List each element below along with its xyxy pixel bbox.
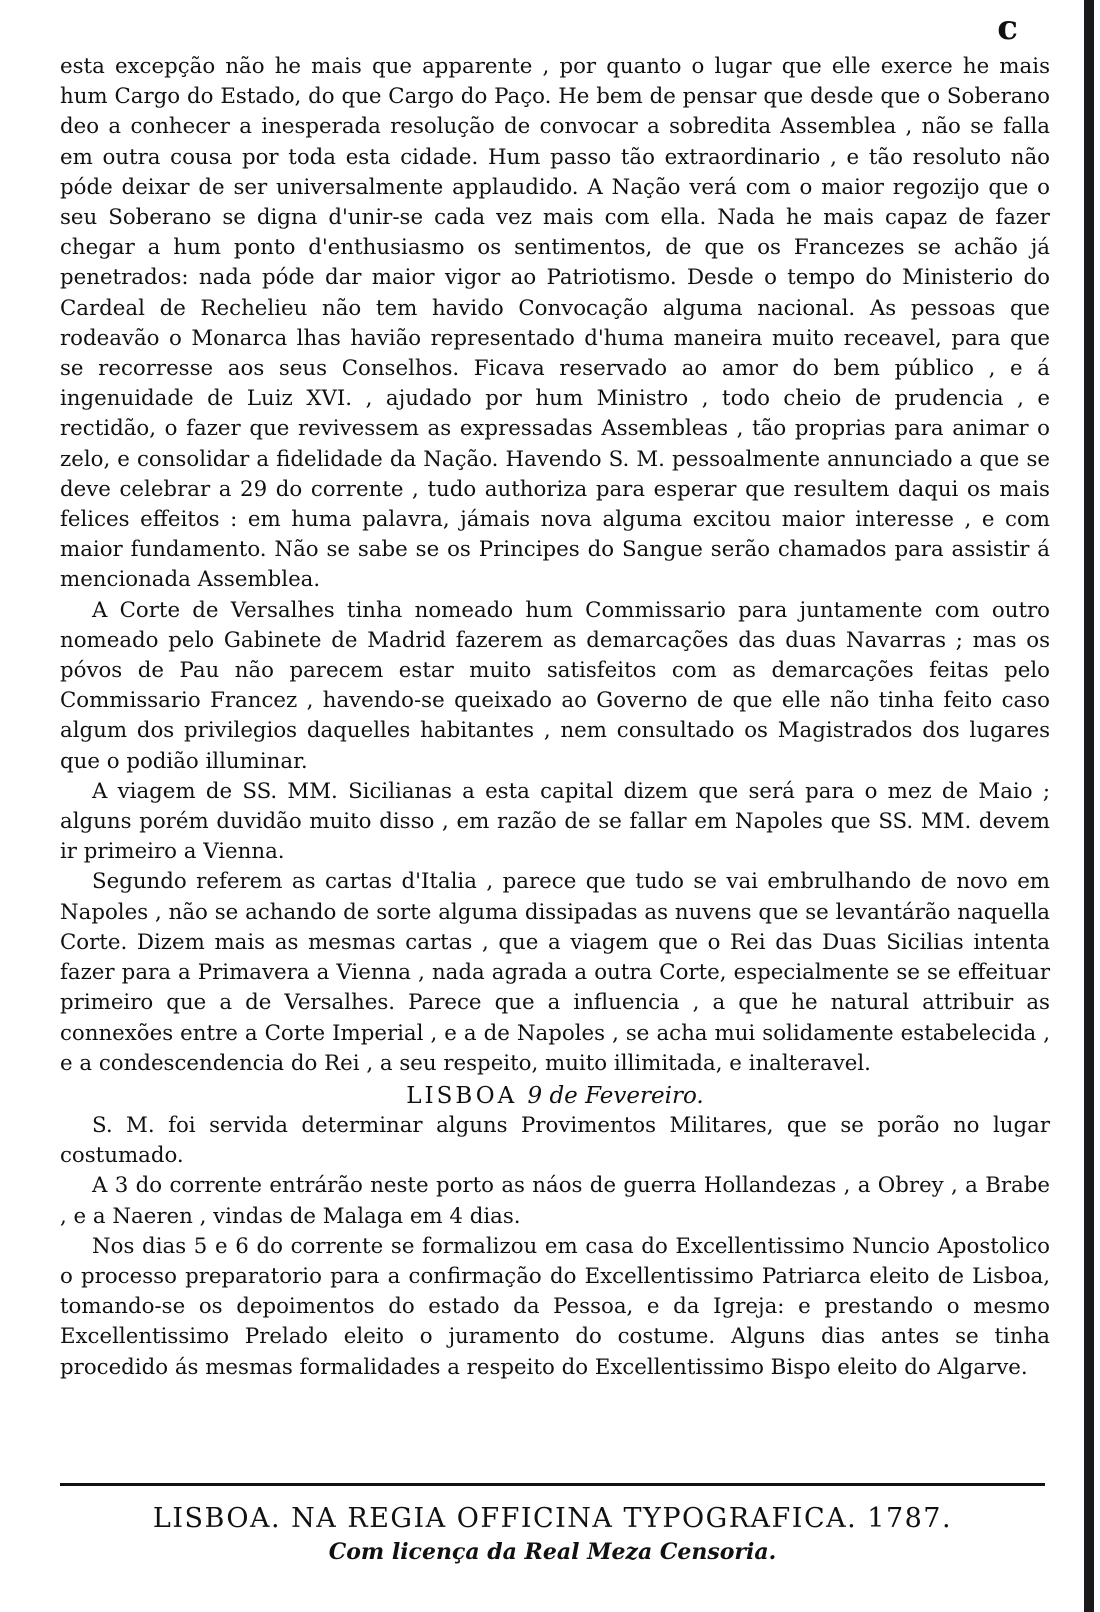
- dateline-date: 9 de Fevereiro.: [527, 1082, 704, 1109]
- page-edge-border: [1084, 0, 1094, 1612]
- paragraph-navarra-demarcation: A Corte de Versalhes tinha nomeado hum Commissario para juntamente com outro nomeado pelo Gabinete de Madrid fazerem as demarcações das duas Navarras ; mas os póvos de Pau não parecem estar muito satisfeitos com as demarcações feitas pelo Commissario Francez , havendo-se queixado ao Governo de que elle não tinha feito caso algum dos privilegios daquelles habitantes , nem consultado os Magistrados dos lugares que o podião illuminar.: [60, 597, 1050, 774]
- imprint-license: Com licença da Real Meza Censoria.: [328, 1539, 777, 1565]
- paragraph-military-appointments: S. M. foi servida determinar alguns Provimentos Militares, que se porão no lugar costumado.: [60, 1112, 1050, 1169]
- paragraph-patriarch-confirmation: Nos dias 5 e 6 do corrente se formalizou em casa do Excellentissimo Nuncio Apostolico o processo preparatorio para a confirmação do Excellentissimo Patriarca eleito de Lisboa, tomando-se os depoimentos do estado da Pessoa, e da Igreja: e prestando o mesmo Excellentissimo Prelado eleito o juramento do costume. Alguns dias antes se tinha procedido ás mesmas formalidades a respeito do Excellentissimo Bispo eleito do Algarve.: [60, 1233, 1050, 1380]
- footer-rule: [60, 1483, 1045, 1486]
- page-mark: c: [997, 8, 1020, 48]
- imprint: [60, 1502, 1045, 1568]
- text-column: [60, 52, 1050, 1383]
- gazette-page: [60, 8, 1060, 1590]
- paragraph-sicilian-journey: A viagem de SS. MM. Sicilianas a esta capital dizem que será para o mez de Maio ; alguns porém duvidão muito disso , em razão de se fallar em Napoles que SS. MM. devem ir primeiro a Vienna.: [60, 778, 1050, 865]
- paragraph-dutch-warships: A 3 do corrente entrárão neste porto as náos de guerra Hollandezas , a Obrey , a Brabe , e a Naeren , vindas de Malaga em 4 dias.: [60, 1173, 1050, 1229]
- imprint-printer: LISBOA. NA REGIA OFFICINA TYPOGRAFICA. 1787.: [152, 1503, 953, 1534]
- dateline-place: LISBOA: [406, 1082, 518, 1109]
- paragraph-naples-letters: Segundo referem as cartas d'Italia , parece que tudo se vai embrulhando de novo em Napoles , não se achando de sorte alguma dissipadas as nuvens que se levantárão naquella Corte. Dizem mais as mesmas cartas , que a viagem que o Rei das Duas Sicilias intenta fazer para a Primavera a Vienna , nada agrada a outra Corte, especialmente se se effeituar primeiro que a de Versalhes. Parece que a influencia , a que he natural attribuir as connexões entre a Corte Imperial , e a de Napoles , se acha mui solidamente estabelecida , e a condescendencia do Rei , a seu respeito, muito illimitada, e inalteravel.: [60, 869, 1050, 1076]
- paragraph-french-assembly: esta excepção não he mais que apparente , por quanto o lugar que elle exerce he mais hum Cargo do Estado, do que Cargo do Paço. He bem de pensar que desde que o Soberano deo a conhecer a inesperada resolução de convocar a sobredita Assemblea , não se falla em outra cousa por toda esta cidade. Hum passo tão extraordinario , e tão resoluto não póde deixar de ser universalmente applaudido. A Nação verá com o maior regozijo que o seu Soberano se digna d'unir-se cada vez mais com ella. Nada he mais capaz de fazer chegar a hum ponto d'enthusiasmo os sentimentos, de que os Francezes se achão já penetrados: nada póde dar maior vigor ao Patriotismo. Desde o tempo do Ministerio do Cardeal de Rechelieu não tem havido Convocação alguma nacional. As pessoas que rodeavão o Monarca lhas havião representado d'huma maneira muito receavel, para que se recorresse aos seus Conselhos. Ficava reservado ao amor do bem público , e á ingenuidade de Luiz XVI. , ajudado por hum Ministro , todo cheio de prudencia , e rectidão, o fazer que revivessem as expressadas Assembleas , tão proprias para animar o zelo, e consolidar a fidelidade da Nação. Havendo S. M. pessoalmente annunciado a que se deve celebrar a 29 do corrente , tudo authoriza para esperar que resultem daqui os mais felices effeitos : em huma palavra, jámais nova alguma excitou maior interesse , e com maior fundamento. Não se sabe se os Principes do Sangue serão chamados para assistir á mencionada Assemblea.: [60, 54, 1050, 593]
- lisbon-dateline: [60, 1081, 1050, 1111]
